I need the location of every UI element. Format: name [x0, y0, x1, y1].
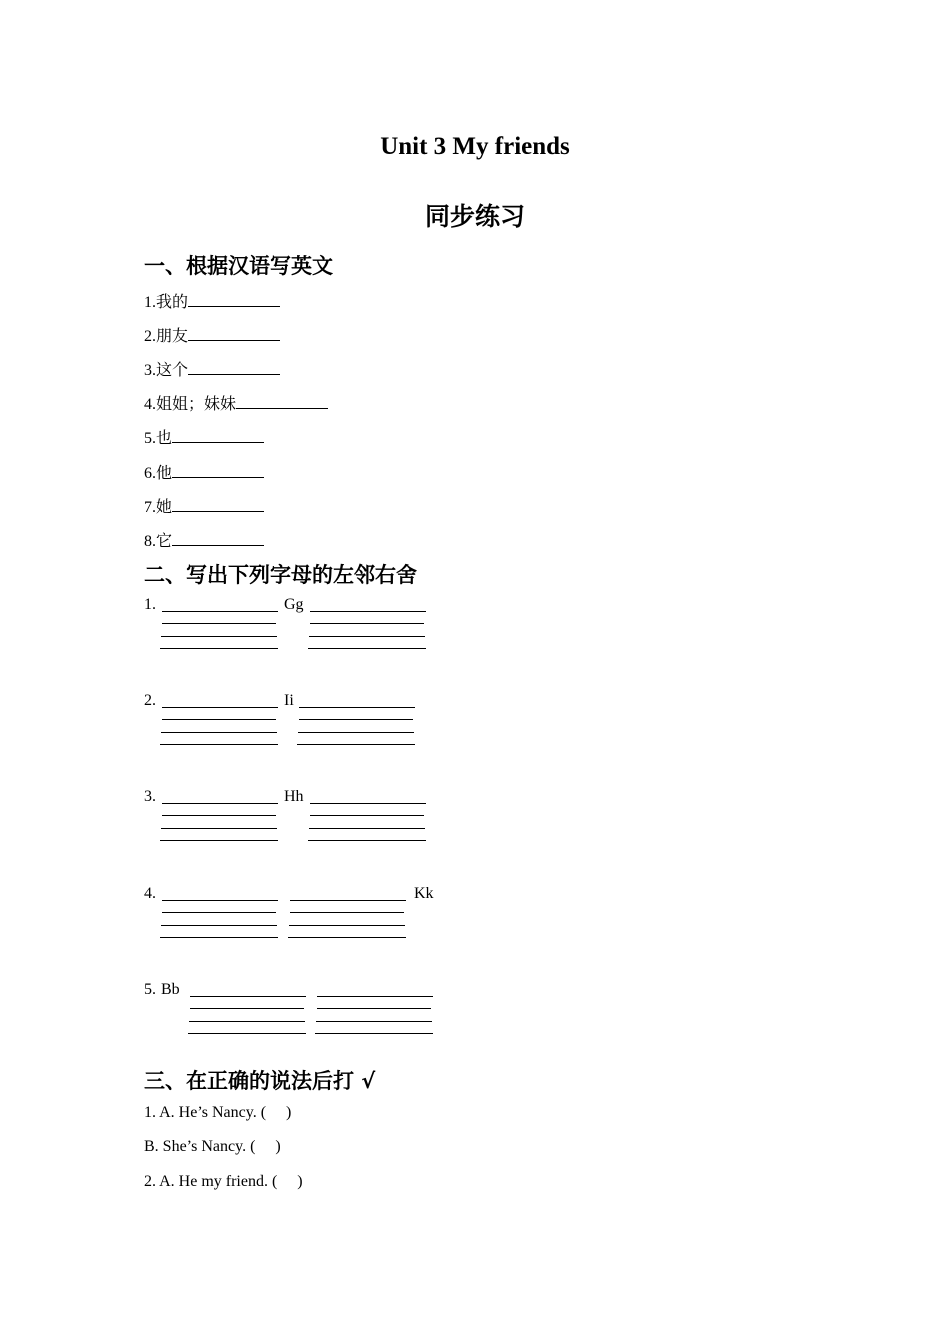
- writing-line[interactable]: [299, 719, 413, 720]
- question-text: 7.她: [144, 499, 173, 516]
- section-2-heading: 二、写出下列字母的左邻右舍: [144, 563, 417, 587]
- writing-line[interactable]: [290, 900, 406, 901]
- choice-item[interactable]: 2. A. He my friend. ( ): [144, 1173, 303, 1190]
- writing-line[interactable]: [288, 937, 406, 938]
- question-item: [144, 323, 280, 346]
- writing-line[interactable]: [315, 1033, 433, 1034]
- writing-line[interactable]: [308, 840, 426, 841]
- choice-item[interactable]: B. She’s Nancy. ( ): [144, 1138, 281, 1155]
- writing-line[interactable]: [162, 803, 278, 804]
- letter-item-number: 5.: [144, 981, 156, 998]
- answer-blank[interactable]: [188, 360, 280, 375]
- question-text: 2.朋友: [144, 328, 189, 345]
- letter-item-number: 4.: [144, 885, 156, 902]
- section-3-heading: 三、在正确的说法后打 √: [144, 1069, 376, 1093]
- writing-line[interactable]: [162, 815, 276, 816]
- writing-line[interactable]: [188, 1033, 306, 1034]
- question-item: [144, 425, 264, 448]
- given-letter: Bb: [161, 981, 180, 998]
- page-title: Unit 3 My friends: [380, 133, 570, 160]
- page-subtitle: 同步练习: [424, 202, 525, 231]
- answer-blank[interactable]: [172, 531, 264, 546]
- letter-item-number: 2.: [144, 692, 156, 709]
- writing-line[interactable]: [160, 840, 278, 841]
- letter-item-number: 3.: [144, 788, 156, 805]
- writing-line[interactable]: [297, 744, 415, 745]
- answer-blank[interactable]: [188, 326, 280, 341]
- given-letter: Ii: [284, 692, 294, 709]
- question-item: [144, 528, 264, 551]
- answer-blank[interactable]: [236, 394, 328, 409]
- writing-line[interactable]: [310, 803, 426, 804]
- writing-line[interactable]: [162, 912, 276, 913]
- letter-item-number: 1.: [144, 596, 156, 613]
- writing-line[interactable]: [317, 996, 433, 997]
- writing-line[interactable]: [310, 623, 424, 624]
- answer-blank[interactable]: [172, 497, 264, 512]
- writing-line[interactable]: [160, 648, 278, 649]
- section-1-heading: 一、根据汉语写英文: [144, 254, 333, 278]
- writing-line[interactable]: [160, 937, 278, 938]
- question-text: 3.这个: [144, 362, 189, 379]
- question-text: 1.我的: [144, 294, 189, 311]
- writing-line[interactable]: [162, 611, 278, 612]
- given-letter: Kk: [414, 885, 434, 902]
- writing-line[interactable]: [316, 1021, 432, 1022]
- question-item: [144, 460, 264, 483]
- writing-line[interactable]: [290, 912, 404, 913]
- writing-line[interactable]: [161, 828, 277, 829]
- writing-line[interactable]: [310, 611, 426, 612]
- writing-line[interactable]: [298, 732, 414, 733]
- writing-line[interactable]: [162, 719, 276, 720]
- writing-line[interactable]: [161, 732, 277, 733]
- question-item: [144, 391, 328, 414]
- writing-line[interactable]: [190, 1008, 304, 1009]
- writing-line[interactable]: [160, 744, 278, 745]
- writing-line[interactable]: [161, 636, 277, 637]
- writing-line[interactable]: [309, 636, 425, 637]
- writing-line[interactable]: [162, 900, 278, 901]
- writing-line[interactable]: [309, 828, 425, 829]
- question-text: 4.姐姐；妹妹: [144, 396, 237, 413]
- writing-line[interactable]: [317, 1008, 431, 1009]
- writing-line[interactable]: [310, 815, 424, 816]
- question-item: [144, 357, 280, 380]
- question-text: 6.他: [144, 465, 173, 482]
- question-item: [144, 494, 264, 517]
- choice-item[interactable]: 1. A. He’s Nancy. ( ): [144, 1104, 292, 1121]
- question-item: [144, 289, 280, 312]
- writing-line[interactable]: [161, 925, 277, 926]
- given-letter: Gg: [284, 596, 304, 613]
- writing-line[interactable]: [308, 648, 426, 649]
- answer-blank[interactable]: [188, 292, 280, 307]
- given-letter: Hh: [284, 788, 304, 805]
- writing-line[interactable]: [289, 925, 405, 926]
- question-text: 8.它: [144, 533, 173, 550]
- writing-line[interactable]: [162, 623, 276, 624]
- question-text: 5.也: [144, 430, 173, 447]
- writing-line[interactable]: [190, 996, 306, 997]
- writing-line[interactable]: [299, 707, 415, 708]
- answer-blank[interactable]: [172, 428, 264, 443]
- answer-blank[interactable]: [172, 463, 264, 478]
- writing-line[interactable]: [162, 707, 278, 708]
- writing-line[interactable]: [189, 1021, 305, 1022]
